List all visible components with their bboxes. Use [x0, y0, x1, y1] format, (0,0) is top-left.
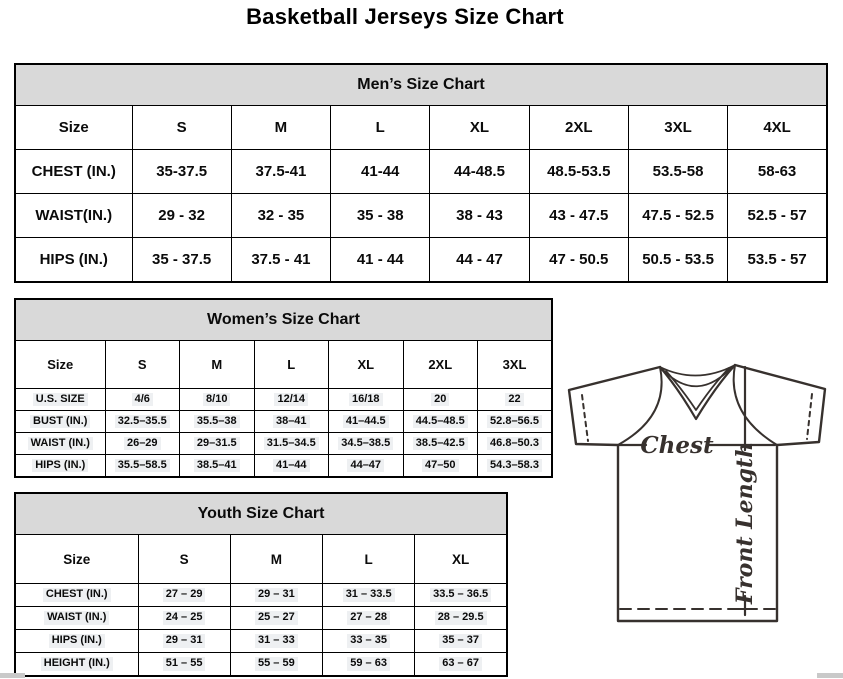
mens-cell-r2-c5: 50.5 - 53.5 — [628, 238, 727, 283]
mens-cell-r0-c3: 44-48.5 — [430, 150, 529, 194]
youth-data-row-3 — [15, 653, 507, 677]
youth-row-label-1: WAIST (IN.) — [15, 607, 138, 630]
womens-cell-r1-c1: 35.5–38 — [180, 411, 255, 433]
mens-data-row-0 — [15, 150, 827, 194]
womens-cell-r3-c0: 35.5–58.5 — [105, 455, 180, 478]
youth-size-header-m: M — [230, 535, 322, 584]
mens-row-label-1: WAIST(IN.) — [15, 194, 132, 238]
mens-row-label-2: HIPS (IN.) — [15, 238, 132, 283]
youth-row-label-0: CHEST (IN.) — [15, 584, 138, 607]
mens-data-row-2 — [15, 238, 827, 283]
womens-cell-r1-c0: 32.5–35.5 — [105, 411, 180, 433]
youth-row-label-3: HEIGHT (IN.) — [15, 653, 138, 677]
womens-row-label-2: WAIST (IN.) — [15, 433, 105, 455]
womens-data-row-2 — [15, 433, 552, 455]
mens-row-label-0: CHEST (IN.) — [15, 150, 132, 194]
womens-cell-r3-c2: 41–44 — [254, 455, 329, 478]
youth-size-header-xl: XL — [415, 535, 507, 584]
jersey-sleeve-seam-right — [734, 365, 777, 445]
womens-cell-r0-c2: 12/14 — [254, 389, 329, 411]
mens-cell-r1-c1: 32 - 35 — [231, 194, 330, 238]
mens-cell-r1-c0: 29 - 32 — [132, 194, 231, 238]
mens-size-header-4xl: 4XL — [728, 106, 827, 150]
jersey-outline — [569, 365, 825, 621]
youth-size-header-l: L — [323, 535, 415, 584]
womens-size-header-xl: XL — [329, 341, 404, 389]
mens-cell-r1-c2: 35 - 38 — [331, 194, 430, 238]
youth-cell-r0-c0: 27 – 29 — [138, 584, 230, 607]
page-title: Basketball Jerseys Size Chart — [246, 4, 564, 29]
mens-cell-r0-c6: 58-63 — [728, 150, 827, 194]
youth-row-label-2: HIPS (IN.) — [15, 630, 138, 653]
mens-cell-r0-c0: 35-37.5 — [132, 150, 231, 194]
womens-size-chart-table — [14, 298, 553, 478]
youth-data-row-0 — [15, 584, 507, 607]
womens-cell-r1-c5: 52.8–56.5 — [478, 411, 553, 433]
mens-cell-r0-c5: 53.5-58 — [628, 150, 727, 194]
womens-cell-r3-c3: 44–47 — [329, 455, 404, 478]
front-length-label: Front Length — [732, 441, 758, 605]
mens-data-row-1 — [15, 194, 827, 238]
womens-cell-r1-c4: 44.5–48.5 — [403, 411, 478, 433]
mens-cell-r1-c5: 47.5 - 52.5 — [628, 194, 727, 238]
jersey-measurement-diagram — [556, 358, 838, 638]
womens-row-label-1: BUST (IN.) — [15, 411, 105, 433]
mens-cell-r2-c1: 37.5 - 41 — [231, 238, 330, 283]
womens-corner-label: Size — [15, 341, 105, 389]
youth-size-chart-table — [14, 492, 508, 677]
womens-cell-r0-c3: 16/18 — [329, 389, 404, 411]
mens-table-title: Men’s Size Chart — [15, 64, 827, 106]
youth-cell-r1-c0: 24 – 25 — [138, 607, 230, 630]
womens-cell-r0-c5: 22 — [478, 389, 553, 411]
youth-cell-r1-c2: 27 – 28 — [323, 607, 415, 630]
youth-cell-r0-c1: 29 – 31 — [230, 584, 322, 607]
mens-size-chart-table — [14, 63, 828, 283]
youth-cell-r1-c3: 28 – 29.5 — [415, 607, 507, 630]
mens-cell-r0-c1: 37.5-41 — [231, 150, 330, 194]
mens-cell-r2-c2: 41 - 44 — [331, 238, 430, 283]
womens-data-row-1 — [15, 411, 552, 433]
mens-cell-r1-c4: 43 - 47.5 — [529, 194, 628, 238]
womens-cell-r2-c1: 29–31.5 — [180, 433, 255, 455]
womens-data-row-3 — [15, 455, 552, 478]
mens-size-header-3xl: 3XL — [628, 106, 727, 150]
mens-size-header-s: S — [132, 106, 231, 150]
jersey-cuff-dashed-left — [582, 395, 588, 441]
womens-cell-r1-c3: 41–44.5 — [329, 411, 404, 433]
womens-cell-r2-c5: 46.8–50.3 — [478, 433, 553, 455]
horizontal-scrollbar-left-fragment[interactable] — [0, 673, 25, 678]
womens-cell-r1-c2: 38–41 — [254, 411, 329, 433]
mens-corner-label: Size — [15, 106, 132, 150]
womens-row-label-3: HIPS (IN.) — [15, 455, 105, 478]
jersey-cuff-dashed-right — [807, 394, 812, 439]
mens-cell-r1-c3: 38 - 43 — [430, 194, 529, 238]
womens-cell-r3-c5: 54.3–58.3 — [478, 455, 553, 478]
mens-size-header-2xl: 2XL — [529, 106, 628, 150]
youth-data-row-1 — [15, 607, 507, 630]
youth-cell-r2-c2: 33 – 35 — [323, 630, 415, 653]
jersey-collar-inner-v — [666, 368, 729, 410]
womens-size-header-m: M — [180, 341, 255, 389]
youth-cell-r2-c3: 35 – 37 — [415, 630, 507, 653]
womens-cell-r2-c3: 34.5–38.5 — [329, 433, 404, 455]
youth-cell-r2-c0: 29 – 31 — [138, 630, 230, 653]
mens-size-header-l: L — [331, 106, 430, 150]
womens-cell-r2-c4: 38.5–42.5 — [403, 433, 478, 455]
womens-cell-r0-c0: 4/6 — [105, 389, 180, 411]
mens-cell-r2-c0: 35 - 37.5 — [132, 238, 231, 283]
youth-cell-r3-c0: 51 – 55 — [138, 653, 230, 677]
mens-cell-r1-c6: 52.5 - 57 — [728, 194, 827, 238]
womens-table-title: Women’s Size Chart — [15, 299, 552, 341]
youth-cell-r3-c1: 55 – 59 — [230, 653, 322, 677]
womens-cell-r3-c4: 47–50 — [403, 455, 478, 478]
womens-size-header-3xl: 3XL — [478, 341, 553, 389]
womens-size-header-l: L — [254, 341, 329, 389]
womens-size-header-s: S — [105, 341, 180, 389]
womens-size-header-2xl: 2XL — [403, 341, 478, 389]
youth-cell-r0-c2: 31 – 33.5 — [323, 584, 415, 607]
youth-cell-r2-c1: 31 – 33 — [230, 630, 322, 653]
mens-cell-r2-c4: 47 - 50.5 — [529, 238, 628, 283]
mens-cell-r0-c4: 48.5-53.5 — [529, 150, 628, 194]
youth-cell-r1-c1: 25 – 27 — [230, 607, 322, 630]
mens-size-header-xl: XL — [430, 106, 529, 150]
womens-row-label-0: U.S. SIZE — [15, 389, 105, 411]
mens-cell-r2-c6: 53.5 - 57 — [728, 238, 827, 283]
mens-cell-r2-c3: 44 - 47 — [430, 238, 529, 283]
youth-corner-label: Size — [15, 535, 138, 584]
horizontal-scrollbar-right-fragment[interactable] — [817, 673, 843, 678]
womens-data-row-0 — [15, 389, 552, 411]
womens-cell-r2-c0: 26–29 — [105, 433, 180, 455]
youth-data-row-2 — [15, 630, 507, 653]
mens-cell-r0-c2: 41-44 — [331, 150, 430, 194]
womens-cell-r3-c1: 38.5–41 — [180, 455, 255, 478]
womens-cell-r0-c1: 8/10 — [180, 389, 255, 411]
youth-cell-r0-c3: 33.5 – 36.5 — [415, 584, 507, 607]
chest-label: Chest — [640, 432, 714, 459]
youth-cell-r3-c3: 63 – 67 — [415, 653, 507, 677]
youth-table-title: Youth Size Chart — [15, 493, 507, 535]
mens-size-header-m: M — [231, 106, 330, 150]
youth-size-header-s: S — [138, 535, 230, 584]
youth-cell-r3-c2: 59 – 63 — [323, 653, 415, 677]
womens-cell-r0-c4: 20 — [403, 389, 478, 411]
womens-cell-r2-c2: 31.5–34.5 — [254, 433, 329, 455]
